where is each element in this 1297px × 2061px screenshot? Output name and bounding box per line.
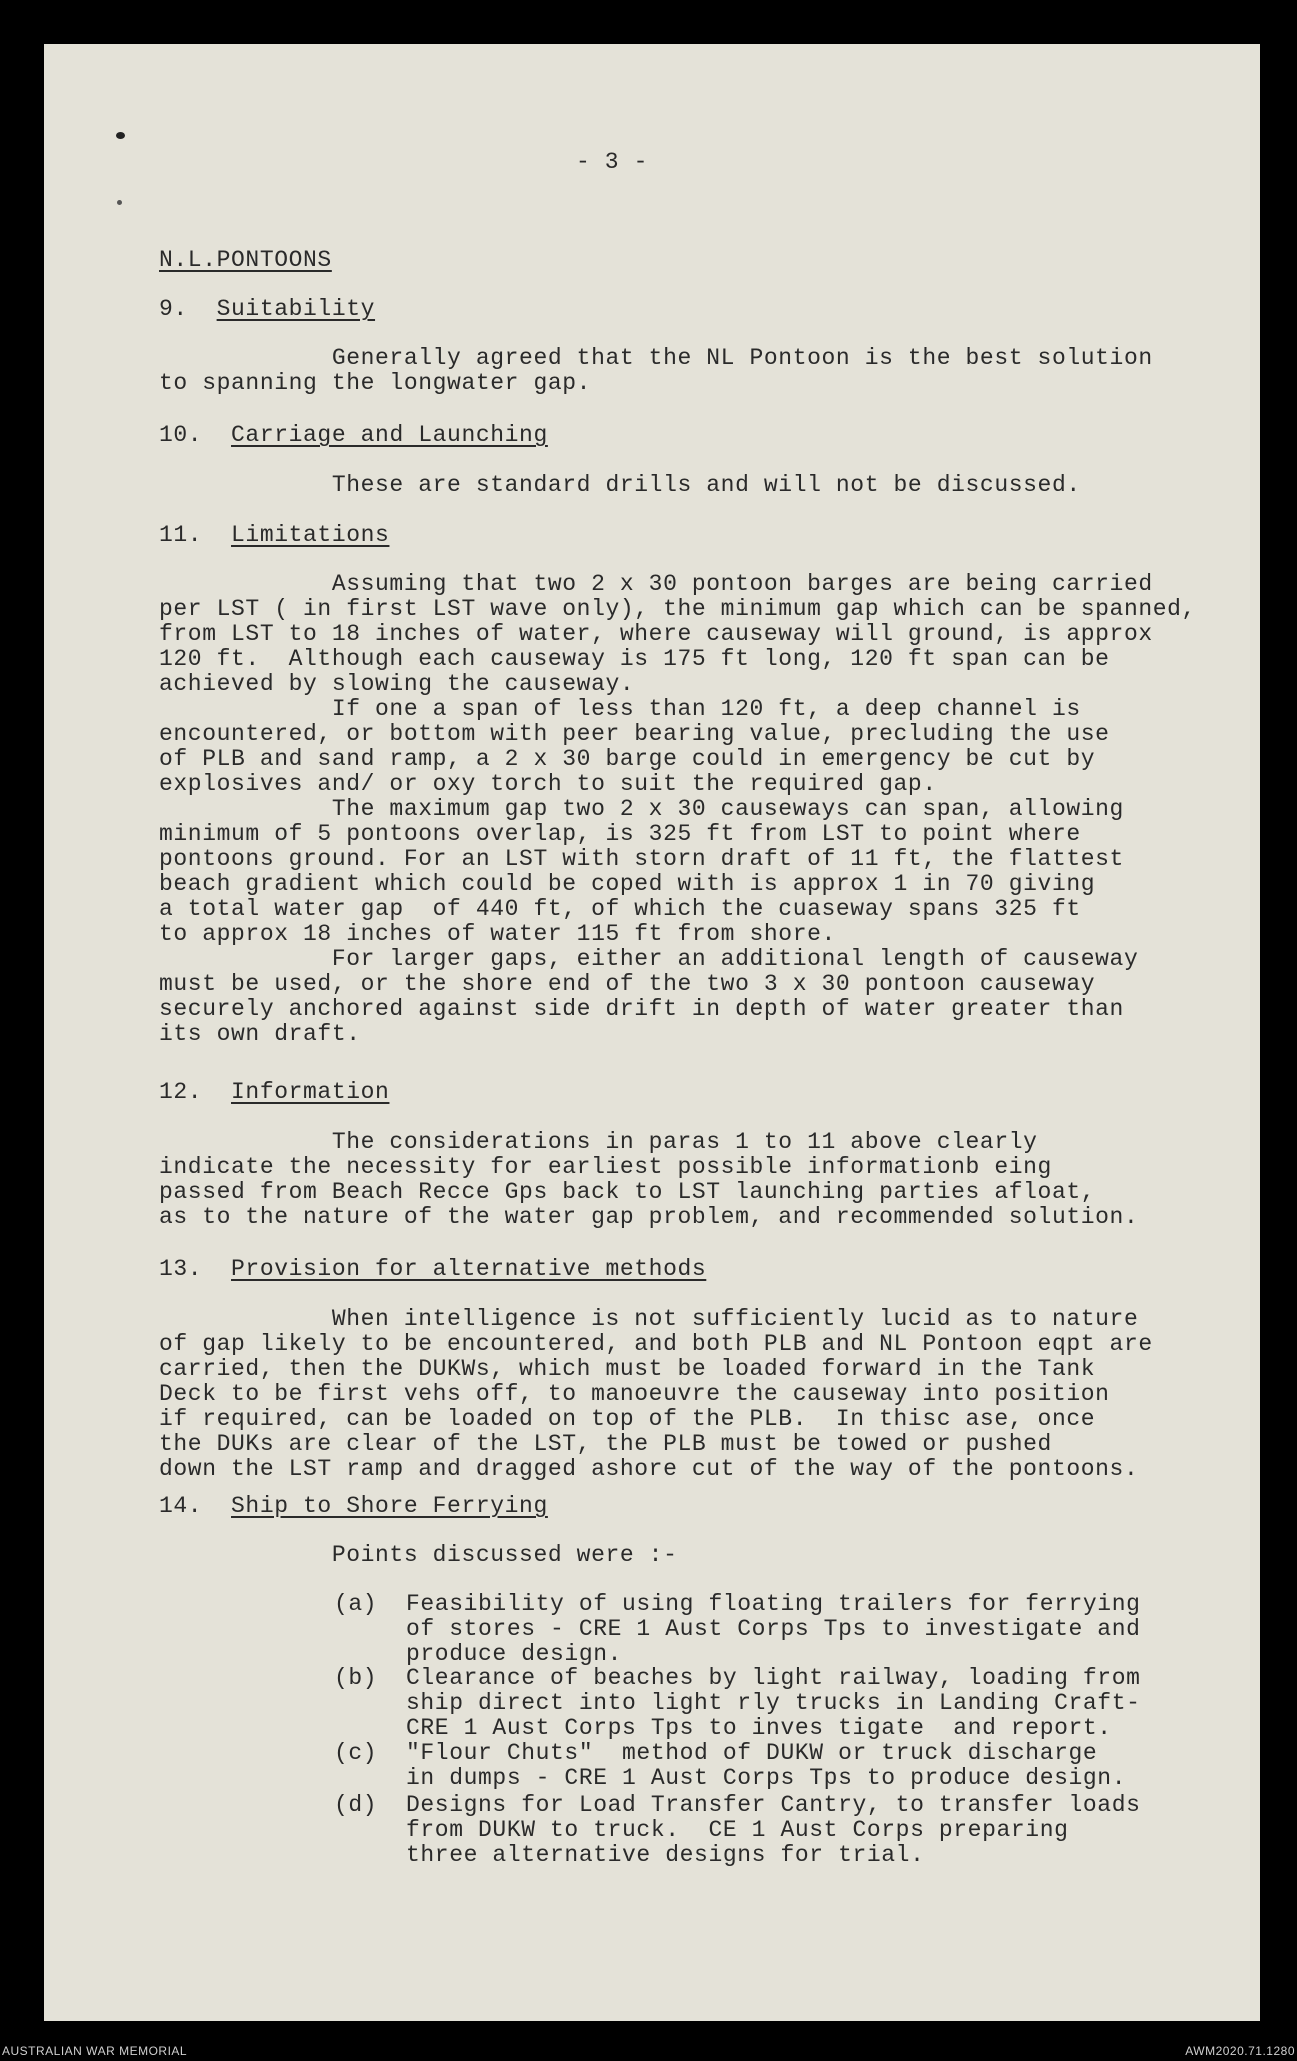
paragraph-line: These are standard drills and will not be discussed. [159,472,1081,498]
paragraph-line: achieved by slowing the causeway. [159,671,635,697]
paragraph-line: as to the nature of the water gap problem, and recommended solution. [159,1204,1139,1230]
paragraph-line: if required, can be loaded on top of the PLB. In thisc ase, once [159,1406,1096,1432]
paragraph-number: 9. [159,296,217,322]
list-item-line: CRE 1 Aust Corps Tps to inves tigate and report. [406,1715,1112,1741]
paragraph-line: must be used, or the shore end of the two 3 x 30 pontoon causeway [159,971,1096,997]
paragraph-line: pontoons ground. For an LST with storn draft of 11 ft, the flattest [159,846,1124,872]
paragraph-line: to spanning the longwater gap. [159,370,592,396]
list-item-line: "Flour Chuts" method of DUKW or truck discharge [406,1740,1098,1766]
paragraph-line: per LST ( in first LST wave only), the minimum gap which can be spanned, [159,596,1196,622]
paragraph-line: its own draft. [159,1021,361,1047]
punch-mark [116,132,125,139]
paragraph-line: indicate the necessity for earliest possible informationb eing [159,1154,1052,1180]
paragraph-line: a total water gap of 440 ft, of which the cuaseway spans 325 ft [159,896,1081,922]
paragraph-line: If one a span of less than 120 ft, a deep channel is [159,696,1081,722]
list-item-line: in dumps - CRE 1 Aust Corps Tps to produce design. [406,1765,1127,1791]
section-title: N.L.PONTOONS [159,247,332,273]
paragraph-line: Points discussed were :- [159,1542,678,1568]
paragraph-number: 13. [159,1256,232,1282]
paragraph-heading [159,1079,389,1105]
document-page [44,44,1260,2021]
paragraph-line: encountered, or bottom with peer bearing value, precluding the use [159,721,1110,747]
paragraph-line: carried, then the DUKWs, which must be loaded forward in the Tank [159,1356,1096,1382]
list-item-label: (c) [334,1740,378,1766]
paragraph-line: 120 ft. Although each causeway is 175 ft long, 120 ft span can be [159,646,1110,672]
paragraph-number: 11. [159,522,232,548]
paragraph-line: passed from Beach Recce Gps back to LST launching parties afloat, [159,1179,1096,1205]
paragraph-line: of gap likely to be encountered, and both PLB and NL Pontoon eqpt are [159,1331,1153,1357]
page-number: - 3 - [576,149,649,175]
paragraph-line: down the LST ramp and dragged ashore cut of the way of the pontoons. [159,1456,1139,1482]
paragraph-heading [159,296,375,322]
paragraph-line: The considerations in paras 1 to 11 above clearly [159,1129,1038,1155]
list-item-line: produce design. [406,1641,623,1667]
footer-left: AUSTRALIAN WAR MEMORIAL [2,2044,188,2058]
paragraph-line: The maximum gap two 2 x 30 causeways can span, allowing [159,796,1124,822]
paragraph-line: securely anchored against side drift in depth of water greater than [159,996,1124,1022]
paragraph-heading-text: Suitability [216,296,376,322]
paragraph-number: 12. [159,1079,232,1105]
paragraph-line: minimum of 5 pontoons overlap, is 325 ft from LST to point where [159,821,1081,847]
paragraph-heading [159,1493,548,1519]
list-item-label: (b) [334,1665,378,1691]
list-item-line: three alternative designs for trial. [406,1842,925,1868]
paragraph-heading-text: Information [231,1079,390,1105]
list-item-label: (d) [334,1792,378,1818]
paragraph-number: 10. [159,422,232,448]
footer-right: AWM2020.71.1280 [1185,2044,1295,2058]
paragraph-line: of PLB and sand ramp, a 2 x 30 barge could in emergency be cut by [159,746,1096,772]
paragraph-line: explosives and/ or oxy torch to suit the required gap. [159,771,937,797]
paragraph-heading-text: Provision for alternative methods [231,1256,707,1282]
list-item-line: from DUKW to truck. CE 1 Aust Corps preparing [406,1817,1069,1843]
paragraph-heading-text: Ship to Shore Ferrying [231,1493,548,1519]
list-item-line: of stores - CRE 1 Aust Corps Tps to investigate and [406,1616,1141,1642]
list-item-line: Designs for Load Transfer Cantry, to transfer loads [406,1792,1141,1818]
paragraph-heading-text: Limitations [231,522,390,548]
punch-mark [117,200,122,205]
paragraph-line: the DUKs are clear of the LST, the PLB must be towed or pushed [159,1431,1052,1457]
paragraph-line: from LST to 18 inches of water, where causeway will ground, is approx [159,621,1153,647]
paragraph-line: Deck to be first vehs off, to manoeuvre the causeway into position [159,1381,1110,1407]
paragraph-heading [159,522,389,548]
paragraph-heading [159,1256,706,1282]
paragraph-line: to approx 18 inches of water 115 ft from shore. [159,921,836,947]
paragraph-number: 14. [159,1493,232,1519]
paragraph-line: For larger gaps, either an additional length of causeway [159,946,1139,972]
list-item-label: (a) [334,1591,378,1617]
paragraph-heading-text: Carriage and Launching [231,422,548,448]
list-item-line: Feasibility of using floating trailers for ferrying [406,1591,1141,1617]
list-item-line: ship direct into light rly trucks in Landing Craft- [406,1690,1141,1716]
paragraph-line: Generally agreed that the NL Pontoon is the best solution [159,345,1153,371]
paragraph-line: When intelligence is not sufficiently lucid as to nature [159,1306,1139,1332]
paragraph-line: beach gradient which could be coped with is approx 1 in 70 giving [159,871,1096,897]
list-item-line: Clearance of beaches by light railway, loading from [406,1665,1141,1691]
paragraph-heading [159,422,548,448]
paragraph-line: Assuming that two 2 x 30 pontoon barges are being carried [159,571,1153,597]
